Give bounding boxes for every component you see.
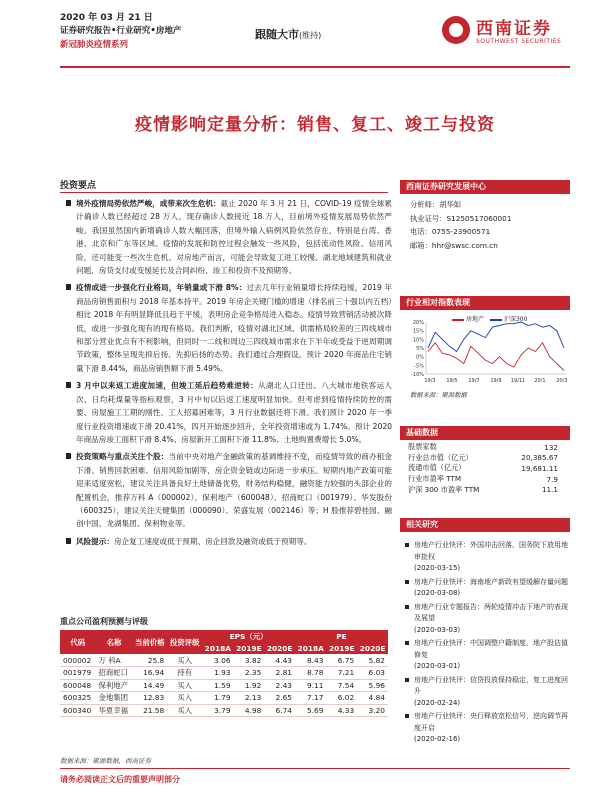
table-cell: 600048 (60, 679, 96, 692)
report-header (40, 8, 570, 66)
table-cell: 2.13 (234, 692, 265, 705)
table-cell: 持有 (167, 667, 202, 680)
table-cell: 000002 (60, 654, 96, 667)
footer-disclaimer: 请务必阅读正文后的重要声明部分 (60, 775, 180, 784)
bullet-icon (66, 538, 71, 544)
table-cell: 6.75 (326, 654, 357, 667)
table-title: 重点公司盈利预测与评级 (60, 617, 148, 626)
table-cell: 600325 (60, 692, 96, 705)
table-cell: 3.06 (202, 654, 233, 667)
table-cell: 金地集团 (96, 692, 133, 705)
table-cell: 3.20 (357, 704, 388, 717)
key-point: 3 月中以来返工进度加速，但竣工延后趋势难逆转：从湖北人口迁出、八大城市地铁客运人次、日均耗煤量等指标观察，3 月中旬以后返工速度明显加快。但考虑到疫情持续防控的需要、房屋施工工期的刚性、工人招募困难等，3 月行业数据还将下滑。我们预计 2020 年一季度行业投资增速或下滑 20.41%，四月开始逐步回升，全年投资增速或为 1.74%。预计 2020 年商品房竣工面积下滑 8.4%、房屋新开工面积下滑 11.8%、土地购置费增长 5.0%。 (66, 379, 392, 446)
table-cell: 1.59 (202, 679, 233, 692)
bullet-icon (66, 200, 71, 206)
y-tick-label: 0% (416, 354, 424, 361)
table-cell: 2.35 (234, 667, 265, 680)
related-item[interactable]: 房地产行业专题报告：两轮疫情冲击下地产的表现及展望 (2020-03-03) (400, 602, 570, 637)
x-tick-label: 20/3 (556, 378, 568, 384)
analyst-email: 邮箱：hhr@swsc.com.cn (410, 240, 498, 250)
table-cell: 2.65 (264, 692, 295, 705)
series-line (428, 343, 564, 371)
col-name: 名称 (96, 630, 133, 654)
y-tick-label: 5% (416, 346, 424, 352)
chart-heading: 行业相对指数表现 (400, 296, 570, 310)
related-item[interactable]: 房地产行业快评：中国调整户籍制度，地产股估值修复 (2020-03-01) (400, 638, 570, 673)
key-point: 疫情或进一步强化行业格局，年销量或下滑 8%：过去几年行业销量增长持续趋缓，2019 年商品房销售面积与 2018 年基本持平。2019 年房企关键门槛的增速（排名前三十强以内五档）相比 2018 年有明显降低且趋于平缓，表明房企竞争格局进入稳态。疫情导致营销活动被次降低，或进一步强化现有的现有格局。我们判断，疫情对湖北区域、供需格局较差的三四线城市和部分营业优点有不利影响，但同时一二线和周边三四线城市需求在下半年或受益于逆周期调节政策，整体呈现先抑后扬、先抑后扬的态势。我们通过合理假设，预计 2020 年商品住宅销量下滑 8.44%，商品房销售额下滑 5.49%。 (66, 281, 392, 375)
table-cell: 9.11 (295, 679, 326, 692)
table-cell: 5.96 (357, 679, 388, 692)
table-cell: 3.79 (202, 704, 233, 717)
table-cell: 5.82 (357, 654, 388, 667)
table-cell: 招商蛇口 (96, 667, 133, 680)
col-pe: PE (295, 630, 388, 642)
report-series: 新冠肺炎疫情系列 (60, 40, 129, 50)
logo-mark-icon (442, 16, 470, 44)
related-item[interactable]: 房地产行业快评：海南地产新政有望缓解存量问题 (2020-03-08) (400, 577, 570, 600)
fundamental-data (408, 442, 558, 495)
analyst-license: 执业证号：S1250517060001 (410, 213, 512, 223)
y-tick-label: -5% (414, 363, 424, 370)
analyst-name: 分析师：胡华如 (410, 200, 462, 209)
bullet-icon (66, 284, 71, 290)
related-research (400, 540, 570, 748)
table-cell: 6.02 (326, 692, 357, 705)
bullet-icon (405, 580, 409, 584)
table-cell: 5.69 (295, 704, 326, 717)
x-tick-label: 19/7 (468, 378, 480, 384)
logo-text-cn: 西南证券 (476, 19, 552, 39)
bullet-icon (66, 453, 71, 459)
table-row (60, 654, 388, 667)
key-point: 风险提示：房企复工速度或低于预期、房企回款及融资或低于预期等。 (66, 535, 392, 548)
y-tick-label: 20% (412, 320, 424, 326)
table-row (60, 679, 388, 692)
related-item[interactable]: 房地产行业快评：央行释放宽松信号，逆向调节再度开启 (2020-02-16) (400, 711, 570, 746)
table-row (60, 704, 388, 717)
table-cell: 万 科A (96, 654, 133, 667)
x-tick-label: 19/3 (424, 378, 436, 384)
col-rating: 投资评级 (167, 630, 202, 654)
fund-heading: 基础数据 (400, 426, 570, 440)
rating-tag: 跟随大市(维持) (255, 28, 322, 41)
report-category: 证券研究报告•行业研究•房地产 (60, 26, 182, 36)
table-cell: 3.82 (234, 654, 265, 667)
table-cell: 2.81 (264, 667, 295, 680)
table-cell: 21.58 (132, 704, 167, 717)
col-eps-2018: 2018A (202, 642, 233, 654)
table-cell: 华夏幸福 (96, 704, 133, 717)
table-cell: 25.8 (132, 654, 167, 667)
investment-heading: 投资要点 (60, 181, 97, 191)
table-cell: 保利地产 (96, 679, 133, 692)
table-cell: 7.54 (326, 679, 357, 692)
col-price: 当前价格 (132, 630, 167, 654)
table-cell: 1.79 (202, 692, 233, 705)
series-line (428, 322, 564, 352)
table-cell: 1.93 (202, 667, 233, 680)
fund-row: 沪深 300 市盈率 TTM 11.1 (408, 484, 558, 495)
table-cell: 4.33 (326, 704, 357, 717)
table-row (60, 692, 388, 705)
fund-row: 股票家数 132 (408, 442, 558, 452)
y-tick-label: 10% (412, 337, 424, 344)
key-points (66, 197, 392, 552)
table-cell: 7.17 (295, 692, 326, 705)
bullet-icon (405, 641, 409, 645)
company-logo (442, 12, 570, 60)
report-date: 2020 年 03 月 21 日 (60, 13, 153, 23)
table-cell: 8.78 (295, 667, 326, 680)
x-tick-label: 19/11 (510, 378, 526, 384)
col-eps-2019: 2019E (234, 642, 265, 654)
table-cell: 14.49 (132, 679, 167, 692)
fund-row: 行业市盈率 TTM 7.9 (408, 474, 558, 484)
fund-row: 行业总市值（亿元） 20,385.67 (408, 452, 558, 463)
table-cell: 16.94 (132, 667, 167, 680)
legend-label-csi300: 沪深300 (503, 316, 528, 323)
bullet-icon (405, 714, 409, 718)
bullet-icon (405, 543, 409, 547)
table-cell: 7.21 (326, 667, 357, 680)
chart-source: 数据来源：聚源数据 (410, 392, 467, 399)
table-cell: 买入 (167, 679, 202, 692)
key-point: 投资策略与重点关注个股：当前中央对地产金融政策的基调维持不变，而疫情导致的商办租金下滑、销售回款困难、信用风险加剧等，房企资金链或边际进一步承压。短期内地产政策可能迎来适度宽松，建议关注具备良好土地储备优势，财务结构稳健，融资能力较强的头部企业的配置机会，推荐万科 A（000002）、保利地产（600048）、招商蛇口（001979）、华发股份（600325），建议关注天健集团（000090）、荣盛发展（002146）等；H 股推荐碧桂园、融创中国、龙湖集团、保利物业等。 (66, 450, 392, 530)
forecast-table (60, 630, 388, 717)
table-cell: 买入 (167, 654, 202, 667)
table-cell: 6.03 (357, 667, 388, 680)
col-pe-2020: 2020E (357, 642, 388, 654)
y-tick-label: -10% (411, 372, 424, 378)
table-source: 数据来源：聚源数据，西南证券 (60, 757, 151, 765)
investment-divider (60, 192, 388, 193)
y-tick-label: 15% (412, 328, 424, 335)
footer-divider (60, 768, 570, 769)
table-cell: 600340 (60, 704, 96, 717)
col-pe-2018: 2018A (295, 642, 326, 654)
col-eps: EPS（元） (202, 630, 295, 642)
col-eps-2020: 2020E (264, 642, 295, 654)
table-cell: 买入 (167, 692, 202, 705)
related-item[interactable]: 房地产行业快评：外国冲击回落，国务院下放用地审批权 (2020-03-15) (400, 540, 570, 575)
table-cell: 6.74 (264, 704, 295, 717)
analyst-info (400, 198, 570, 252)
related-item[interactable]: 房地产行业快评：信贷投放保持稳定，复工进度回升 (2020-02-24) (400, 675, 570, 710)
bullet-icon (405, 678, 409, 682)
logo-text-en: SOUTHWEST SECURITIES (476, 38, 562, 45)
table-cell: 4.98 (234, 704, 265, 717)
table-row (60, 667, 388, 680)
key-point: 境外疫情局势依然严峻，或带来次生危机：截止 2020 年 3 月 21 日，COVID-19 疫情全球累计确诊人数已经超过 28 万人，现存确诊人数接近 18 万人，目前境外疫情发展局势依然严峻。我国虽然国内新增确诊人数大幅回落，但境外输入病例风险依然存在，特别是台湾、香港、北京和广东等区域。疫情的发展和防控过程会触发一些风险，包括流动性风险、信用风险，还可能变一些次生危机。对房地产而言，可能会导致复工进工较慢、湖北地域建筑和就业问题、房贷支付或变缓延长及合同纠纷、竣工和投资不及预期等。 (66, 197, 392, 277)
analyst-phone: 电话：0755-23900571 (410, 227, 491, 237)
header-divider (60, 66, 570, 68)
related-heading: 相关研究 (400, 518, 570, 532)
fund-row: 流通市值（亿元） 19,681.11 (408, 463, 558, 473)
table-cell: 买入 (167, 704, 202, 717)
bullet-icon (405, 605, 409, 609)
legend-label-realestate: 房地产 (466, 316, 485, 323)
col-code: 代码 (60, 630, 96, 654)
table-cell: 2.43 (264, 679, 295, 692)
team-heading: 西南证券研究发展中心 (400, 180, 570, 194)
x-tick-label: 19/5 (446, 378, 458, 384)
relative-index-chart (400, 312, 570, 388)
bullet-icon (66, 382, 71, 388)
x-tick-label: 20/1 (534, 378, 546, 384)
table-cell: 12.83 (132, 692, 167, 705)
x-tick-label: 19/9 (490, 378, 502, 384)
table-cell: 001979 (60, 667, 96, 680)
table-cell: 8.43 (295, 654, 326, 667)
col-pe-2019: 2019E (326, 642, 357, 654)
table-cell: 4.84 (357, 692, 388, 705)
report-title: 疫情影响定量分析：销售、复工、竣工与投资 (135, 115, 495, 135)
table-cell: 4.43 (264, 654, 295, 667)
table-cell: 1.92 (234, 679, 265, 692)
